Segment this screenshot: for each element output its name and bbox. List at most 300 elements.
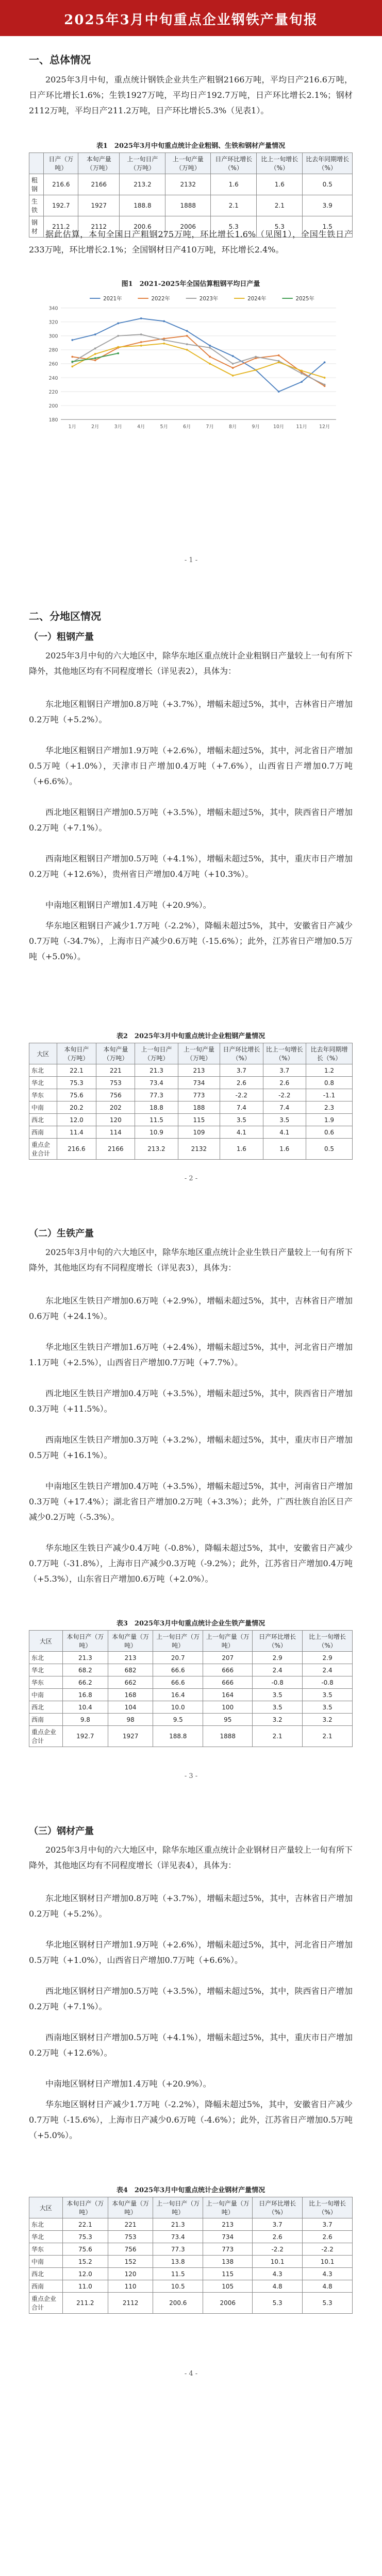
table-cell: 10.1 <box>303 2256 353 2268</box>
row-label: 华北 <box>29 2231 63 2243</box>
table-row <box>29 2280 353 2293</box>
data-point <box>324 384 326 386</box>
table-cell: 773 <box>178 1089 220 1101</box>
table-cell: 4.8 <box>303 2280 353 2293</box>
row-label: 西北 <box>29 1701 63 1714</box>
table-cell: -1.1 <box>306 1089 353 1101</box>
page-2 <box>0 598 382 1195</box>
table-cell: 13.8 <box>153 2256 203 2268</box>
document-title: 2025年3月中旬重点企业钢铁产量旬报 <box>64 12 318 28</box>
column-header: 日产环比增长（%） <box>253 2197 303 2218</box>
table-cell: 109 <box>178 1126 220 1139</box>
table-cell: 11.4 <box>57 1126 96 1139</box>
data-point <box>278 391 280 393</box>
table-cell: 2.6 <box>303 2231 353 2243</box>
y-tick-label: 280 <box>48 347 58 353</box>
table-cell: 200.6 <box>120 216 165 238</box>
table-cell: 110 <box>108 2280 153 2293</box>
chart-title: 图1 2021-2025年全国估算粗钢平均日产量 <box>121 280 260 288</box>
crude-item: 华北地区粗钢日产增加1.9万吨（+2.6%），增幅未超过5%，其中，河北省日产增加0.5万吨（+1.0%），天津市日产增加0.4万吨（+7.6%），山西省日产增加0.7万吨（+6.6%）。 <box>29 745 353 786</box>
table-cell: 0.5 <box>303 174 353 195</box>
table-cell: 2.4 <box>253 1664 303 1676</box>
column-header: 比去年同期增长（%） <box>303 153 353 174</box>
y-tick-label: 300 <box>48 333 58 340</box>
table-cell: 188.8 <box>153 1726 203 1747</box>
row-label: 重点企业合计 <box>29 1726 63 1747</box>
table-cell: 3.2 <box>253 1714 303 1726</box>
column-header: 本旬产量（万吨） <box>96 1043 135 1064</box>
table-cell: 1.6 <box>263 1139 306 1160</box>
page-number: - 1 - <box>184 556 198 564</box>
table-cell: 168 <box>108 1689 153 1701</box>
table-row <box>29 1714 353 1726</box>
series-line <box>72 336 324 386</box>
table-cell: 192.7 <box>62 1726 108 1747</box>
table-cell: 75.6 <box>62 2243 108 2256</box>
data-point <box>71 356 73 358</box>
y-tick-label: 260 <box>48 361 58 367</box>
legend-label: 2022年 <box>151 295 170 302</box>
x-tick-label: 3月 <box>114 424 122 430</box>
table-cell: 15.2 <box>62 2256 108 2268</box>
section-heading-regions: 二、分地区情况 <box>29 610 101 622</box>
series-line <box>72 334 324 384</box>
data-point <box>209 347 211 349</box>
crude-item: 东北地区粗钢日产增加0.8万吨（+3.7%），增幅未超过5%，其中，吉林省日产增加0.2万吨（+5.2%）。 <box>29 699 353 724</box>
table-cell: 1927 <box>108 1726 153 1747</box>
table-header-row <box>29 153 353 174</box>
table-cell: 1.2 <box>306 1064 353 1077</box>
column-header: 本旬产量（万吨） <box>108 2197 153 2218</box>
table-cell: 756 <box>96 1089 135 1101</box>
pig-item: 西北地区生铁日产增加0.4万吨（+3.5%），增幅未超过5%，其中，陕西省日产增加0.3万吨（+11.5%）。 <box>29 1388 353 1414</box>
column-header: 上一旬产量（万吨） <box>203 2197 253 2218</box>
table-row <box>29 1689 353 1701</box>
series-line <box>72 344 324 378</box>
table3-caption: 表3 2025年3月中旬重点统计企业生铁产量情况 <box>116 1620 265 1628</box>
y-tick-label: 220 <box>48 389 58 395</box>
table-row <box>29 2256 353 2268</box>
table-cell: 138 <box>203 2256 253 2268</box>
crude-item: 中南地区粗钢日产增加1.4万吨（+20.9%）。 <box>45 900 211 910</box>
table-cell: 188.8 <box>120 195 165 216</box>
table-cell: 22.1 <box>62 2218 108 2231</box>
column-header: 比去年同期增长（%） <box>306 1043 353 1064</box>
table-cell: 164 <box>203 1689 253 1701</box>
table-cell: 734 <box>203 2231 253 2243</box>
row-label: 粗钢 <box>29 174 44 195</box>
x-tick-label: 10月 <box>273 424 285 430</box>
table-cell: 0.5 <box>306 1139 353 1160</box>
table-cell: 1888 <box>203 1726 253 1747</box>
table-cell: 9.8 <box>62 1714 108 1726</box>
table-cell: 2.9 <box>303 1652 353 1664</box>
table-cell: 66.6 <box>153 1664 203 1676</box>
data-point <box>163 343 165 345</box>
table-cell: 3.7 <box>253 2218 303 2231</box>
table-cell: 12.0 <box>57 1114 96 1126</box>
data-point <box>301 381 303 383</box>
row-label: 西南 <box>29 1714 63 1726</box>
table-cell: 75.3 <box>62 2231 108 2243</box>
data-point <box>278 354 280 357</box>
table-row <box>29 1664 353 1676</box>
table-cell: 10.1 <box>253 2256 303 2268</box>
table-cell: 75.3 <box>57 1077 96 1089</box>
table-cell: 2.1 <box>257 195 303 216</box>
table-cell: 16.8 <box>62 1689 108 1701</box>
table-cell: 7.4 <box>220 1101 263 1114</box>
data-point <box>140 345 142 347</box>
table-cell: 2.6 <box>253 2231 303 2243</box>
table-cell: 10.5 <box>153 2280 203 2293</box>
table-cell: 666 <box>203 1676 253 1689</box>
column-header: 上一旬日产（万吨） <box>120 153 165 174</box>
row-label: 东北 <box>29 1064 57 1077</box>
table-cell: 2166 <box>96 1139 135 1160</box>
table-cell: 115 <box>178 1114 220 1126</box>
column-header: 大区 <box>29 1043 57 1064</box>
data-point <box>209 356 211 358</box>
data-point <box>140 333 142 335</box>
table-row <box>29 1139 353 1160</box>
table-cell: 2006 <box>203 2293 253 2314</box>
y-tick-label: 340 <box>48 306 58 312</box>
table-cell: 682 <box>108 1664 153 1676</box>
table-cell: 4.8 <box>253 2280 303 2293</box>
table-cell: 1.6 <box>220 1139 263 1160</box>
column-header: 上一旬产量（万吨） <box>203 1631 253 1652</box>
table1-caption: 表1 2025年3月中旬重点统计企业粗钢、生铁和钢材产量情况 <box>96 142 286 150</box>
column-header: 大区 <box>29 2197 63 2218</box>
data-point <box>163 339 165 341</box>
crude-item: 西北地区粗钢日产增加0.5万吨（+3.5%），增幅未超过5%，其中，陕西省日产增加0.2万吨（+7.1%）。 <box>29 807 353 833</box>
row-label: 东北 <box>29 2218 63 2231</box>
table-cell: 2.6 <box>263 1077 306 1089</box>
pig-item: 西南地区生铁日产增加0.3万吨（+3.2%），增幅未超过5%，其中，重庆市日产增加0.5万吨（+16.1%）。 <box>29 1435 353 1460</box>
table-cell: 20.2 <box>57 1101 96 1114</box>
table-cell: 75.6 <box>57 1089 96 1101</box>
y-tick-label: 240 <box>48 375 58 381</box>
row-label: 重点企业合计 <box>29 1139 57 1160</box>
table-cell: 213.2 <box>120 174 165 195</box>
table-cell: 22.1 <box>57 1064 96 1077</box>
row-label: 东北 <box>29 1652 63 1664</box>
table-cell: 773 <box>203 2243 253 2256</box>
table-row <box>29 1101 353 1114</box>
page-number: - 2 - <box>184 1175 198 1182</box>
row-label: 华东 <box>29 2243 63 2256</box>
table-row <box>29 174 353 195</box>
data-point <box>186 335 188 337</box>
table-cell: 2006 <box>165 216 211 238</box>
row-label: 重点企业合计 <box>29 2293 63 2314</box>
estimate-paragraph: 据此估算，本旬全国日产粗钢275万吨，环比增长1.6%（见图1），全国生铁日产233万吨，环比增长2.1%；全国钢材日产410万吨，环比增长2.4%。 <box>29 229 353 255</box>
table-cell: 2.1 <box>211 195 257 216</box>
row-label: 中南 <box>29 1689 63 1701</box>
page-5 <box>0 2411 382 2576</box>
table-cell: 68.2 <box>62 1664 108 1676</box>
legend-label: 2023年 <box>199 295 219 302</box>
table-cell: 2.9 <box>253 1652 303 1664</box>
table-cell: 104 <box>108 1701 153 1714</box>
table-row <box>29 2231 353 2243</box>
data-point <box>186 349 188 351</box>
table-cell: 73.4 <box>135 1077 178 1089</box>
table-cell: 2166 <box>78 174 120 195</box>
table-cell: 11.5 <box>153 2268 203 2280</box>
crude-item: 西南地区粗钢日产增加0.5万吨（+4.1%），增幅未超过5%，其中，重庆市日产增加0.2万吨（+12.6%），贵州省日产增加0.4万吨（+10.3%）。 <box>29 854 353 879</box>
column-header: 本旬产量（万吨） <box>78 153 120 174</box>
table-cell: 10.0 <box>153 1701 203 1714</box>
table-cell: 756 <box>108 2243 153 2256</box>
column-header: 日产（万吨） <box>44 153 78 174</box>
table-row <box>29 2268 353 2280</box>
column-header: 上一旬日产（万吨） <box>135 1043 178 1064</box>
table-cell: 2112 <box>108 2293 153 2314</box>
crude-item: 华东地区粗钢日产减少1.7万吨（-2.2%），降幅未超过5%，其中，安徽省日产减少0.7万吨（-34.7%），上海市日产减少0.6万吨（-15.6%）；此外，江苏省日产增加0.5万吨（+5.0%）。 <box>29 921 353 961</box>
table-cell: 11.5 <box>135 1114 178 1126</box>
subsection-heading-steel-products: （三）钢材产量 <box>29 1826 94 1837</box>
table-cell: 21.3 <box>135 1064 178 1077</box>
table-cell: 7.4 <box>263 1101 306 1114</box>
table-cell: 3.7 <box>263 1064 306 1077</box>
data-point <box>278 361 280 363</box>
table-cell: 9.5 <box>153 1714 203 1726</box>
row-label: 西北 <box>29 1114 57 1126</box>
row-label: 华东 <box>29 1089 57 1101</box>
data-point <box>117 335 119 337</box>
legend-label: 2024年 <box>247 295 267 302</box>
table-cell: 753 <box>96 1077 135 1089</box>
page-3 <box>0 1216 382 1793</box>
x-tick-label: 9月 <box>252 424 260 430</box>
table-cell: 4.3 <box>253 2268 303 2280</box>
table-cell: 3.5 <box>303 1689 353 1701</box>
column-header: 上一旬产量（万吨） <box>178 1043 220 1064</box>
legend-label: 2021年 <box>103 295 122 302</box>
page-4 <box>0 1814 382 2391</box>
table-cell: 114 <box>96 1126 135 1139</box>
pig-item: 中南地区生铁日产增加0.4万吨（+3.5%），增幅未超过5%，其中，河南省日产增加0.3万吨（+17.4%）；湖北省日产增加0.2万吨（+3.3%）；此外，广西壮族自治区日产减少0.2万吨（-5.3%）。 <box>29 1481 353 1522</box>
y-tick-label: 320 <box>48 319 58 326</box>
steel-item: 西南地区钢材日产增加0.5万吨（+4.1%），增幅未超过5%，其中，重庆市日产增加0.2万吨（+12.6%）。 <box>29 2032 353 2058</box>
column-header: 日产环比增长（%） <box>220 1043 263 1064</box>
table-row <box>29 1114 353 1126</box>
table-cell: 3.7 <box>303 2218 353 2231</box>
table-cell: 188 <box>178 1101 220 1114</box>
table-cell: 211.2 <box>44 216 78 238</box>
row-label: 中南 <box>29 2256 63 2268</box>
x-tick-label: 5月 <box>160 424 168 430</box>
table-row <box>29 1126 353 1139</box>
x-tick-label: 11月 <box>296 424 307 430</box>
x-tick-label: 2月 <box>91 424 99 430</box>
table-row <box>29 1089 353 1101</box>
table4 <box>29 2197 353 2314</box>
pig-item: 东北地区生铁日产增加0.6万吨（+2.9%），增幅未超过5%，其中，吉林省日产增加0.6万吨（+24.1%）。 <box>29 1296 353 1321</box>
table-cell: 1.9 <box>306 1114 353 1126</box>
table-cell: 1.6 <box>211 174 257 195</box>
table-row <box>29 2218 353 2231</box>
x-tick-label: 8月 <box>229 424 237 430</box>
table-cell: 120 <box>108 2268 153 2280</box>
table-cell: 16.4 <box>153 1689 203 1701</box>
table-header-row <box>29 1043 353 1064</box>
overview-paragraph: 2025年3月中旬，重点统计钢铁企业共生产粗钢2166万吨，平均日产216.6万吨，日产环比增长1.6%；生铁1927万吨，平均日产192.7万吨，日产环比增长2.1%；钢材2112万吨，平均日产211.2万吨，日产环比增长5.3%（见表1）。 <box>29 75 353 115</box>
column-header: 比上一旬增长（%） <box>257 153 303 174</box>
table-row <box>29 1701 353 1714</box>
table-cell: 3.5 <box>263 1114 306 1126</box>
crude-intro: 2025年3月中旬的六大地区中，除华东地区重点统计企业粗钢日产量较上一旬有所下降外，其他地区均有不同程度增长（详见表2），具体为： <box>29 651 353 676</box>
table-row <box>29 1676 353 1689</box>
column-header: 比上一旬增长（%） <box>263 1043 306 1064</box>
table-cell: 66.2 <box>62 1676 108 1689</box>
table2-caption: 表2 2025年3月中旬重点统计企业粗钢产量情况 <box>116 1032 265 1040</box>
row-label: 中南 <box>29 1101 57 1114</box>
page-number: - 4 - <box>184 2370 198 2378</box>
column-header: 日产环比增长（%） <box>253 1631 303 1652</box>
table-header-row <box>29 2197 353 2218</box>
table-cell: 10.4 <box>62 1701 108 1714</box>
table-cell: 21.3 <box>153 2218 203 2231</box>
pig-item: 华北地区生铁日产增加1.6万吨（+2.4%），增幅未超过5%，其中，河北省日产增加1.1万吨（+2.5%），山西省日产增加0.7万吨（+7.7%）。 <box>29 1342 353 1367</box>
pig-item: 华东地区生铁日产减少0.4万吨（-0.8%），降幅未超过5%，其中，安徽省日产减少0.7万吨（-31.8%），上海市日产减少0.3万吨（-9.2%）；此外，江苏省日产增加0.4万吨（+5.3%），山东省日产增加0.6万吨（+2.0%）。 <box>29 1543 353 1584</box>
data-point <box>209 363 211 365</box>
table-row <box>29 1077 353 1089</box>
table-cell: 0.8 <box>306 1077 353 1089</box>
table-cell: 77.3 <box>153 2243 203 2256</box>
column-header: 上一旬产量（万吨） <box>165 153 211 174</box>
table-cell: 100 <box>203 1701 253 1714</box>
steel-item: 华北地区钢材日产增加1.9万吨（+2.6%），增幅未超过5%，其中，河北省日产增加0.5万吨（+1.0%），山西省日产增加0.7万吨（+6.6%）。 <box>29 1940 353 1965</box>
table-cell: 1.6 <box>257 174 303 195</box>
x-tick-label: 12月 <box>319 424 330 430</box>
table-row <box>29 2293 353 2314</box>
column-header: 本旬日产（万吨） <box>62 1631 108 1652</box>
row-label: 生铁 <box>29 195 44 216</box>
table-cell: 2.4 <box>303 1664 353 1676</box>
table-cell: 1888 <box>165 195 211 216</box>
y-tick-label: 180 <box>48 417 58 423</box>
y-tick-label: 200 <box>48 403 58 409</box>
table-cell: -2.2 <box>263 1089 306 1101</box>
table2 <box>29 1043 353 1160</box>
table-cell: 5.3 <box>211 216 257 238</box>
table-cell: 200.6 <box>153 2293 203 2314</box>
data-point <box>117 346 119 348</box>
data-point <box>324 377 326 379</box>
data-point <box>232 355 234 357</box>
pig-intro: 2025年3月中旬的六大地区中，除华东地区重点统计企业生铁日产量较上一旬有所下降外，其他地区均有不同程度增长（详见表3），具体为： <box>29 1247 353 1273</box>
table-cell: 221 <box>108 2218 153 2231</box>
table-cell: 10.9 <box>135 1126 178 1139</box>
data-point <box>209 345 211 347</box>
x-tick-label: 6月 <box>183 424 191 430</box>
data-point <box>94 347 96 349</box>
table-cell: 2.6 <box>220 1077 263 1089</box>
table-cell: 662 <box>108 1676 153 1689</box>
table-cell: 2.1 <box>303 1726 353 1747</box>
table-cell: 3.5 <box>303 1701 353 1714</box>
row-label: 西南 <box>29 2280 63 2293</box>
table-header-row <box>29 1631 353 1652</box>
table-row <box>29 1652 353 1664</box>
legend-label: 2025年 <box>295 295 314 302</box>
column-header: 上一旬日产（万吨） <box>153 1631 203 1652</box>
steel-item: 西北地区钢材日产增加0.5万吨（+3.5%），增幅未超过5%，其中，陕西省日产增加0.2万吨（+7.1%）。 <box>29 1986 353 2011</box>
column-header: 本旬日产（万吨） <box>57 1043 96 1064</box>
row-label: 钢材 <box>29 216 44 238</box>
data-point <box>163 320 165 323</box>
subsection-heading-pig-iron: （二）生铁产量 <box>29 1228 94 1239</box>
table-cell: 98 <box>108 1714 153 1726</box>
table-cell: 1927 <box>78 195 120 216</box>
table-cell: 3.7 <box>220 1064 263 1077</box>
table-cell: 213 <box>203 2218 253 2231</box>
row-label: 华北 <box>29 1077 57 1089</box>
table1 <box>29 152 353 238</box>
data-point <box>186 330 188 332</box>
table-cell: 207 <box>203 1652 253 1664</box>
data-point <box>140 317 142 319</box>
table-cell: 11.0 <box>62 2280 108 2293</box>
table-cell: -2.2 <box>303 2243 353 2256</box>
table-cell: 753 <box>108 2231 153 2243</box>
row-label: 华北 <box>29 1664 63 1676</box>
table-cell: 77.3 <box>135 1089 178 1101</box>
table-cell: 2.1 <box>253 1726 303 1747</box>
data-point <box>71 361 73 363</box>
table-cell: 3.5 <box>253 1689 303 1701</box>
steel-item: 东北地区钢材日产增加0.8万吨（+3.7%），增幅未超过5%，其中，吉林省日产增加0.2万吨（+5.2%）。 <box>29 1893 353 1919</box>
table-cell: 152 <box>108 2256 153 2268</box>
table3 <box>29 1630 353 1747</box>
table-cell: 4.3 <box>303 2268 353 2280</box>
table-cell: 115 <box>203 2268 253 2280</box>
data-point <box>117 352 119 354</box>
row-label: 西南 <box>29 1126 57 1139</box>
table-cell: -0.8 <box>253 1676 303 1689</box>
row-label: 华东 <box>29 1676 63 1689</box>
data-point <box>255 356 257 358</box>
column-header: 比上一旬增长（%） <box>303 2197 353 2218</box>
table-cell: 213 <box>178 1064 220 1077</box>
table-row <box>29 1064 353 1077</box>
table-cell: 105 <box>203 2280 253 2293</box>
data-point <box>324 361 326 363</box>
table-cell: 5.3 <box>257 216 303 238</box>
table-cell: 20.7 <box>153 1652 203 1664</box>
table-cell: 3.9 <box>303 195 353 216</box>
table-cell: -0.8 <box>303 1676 353 1689</box>
table-row <box>29 2243 353 2256</box>
data-point <box>232 363 234 365</box>
x-tick-label: 4月 <box>137 424 145 430</box>
table-cell: 192.7 <box>44 195 78 216</box>
data-point <box>232 367 234 369</box>
data-point <box>140 341 142 343</box>
table-cell: 12.0 <box>62 2268 108 2280</box>
table-cell: 73.4 <box>153 2231 203 2243</box>
data-point <box>255 369 257 371</box>
steel-item: 华东地区钢材日产减少1.7万吨（-2.2%），降幅未超过5%，其中，安徽省日产减少0.7万吨（-15.6%），上海市日产减少0.6万吨（-4.6%）；此外，江苏省日产增加0.5万吨（+5.0%）。 <box>29 2099 353 2140</box>
table-row <box>29 195 353 216</box>
section-heading-overview: 一、总体情况 <box>29 54 91 66</box>
table-cell: 5.3 <box>303 2293 353 2314</box>
daily-output-line-chart <box>29 292 353 436</box>
column-header: 日产环比增长（%） <box>211 153 257 174</box>
